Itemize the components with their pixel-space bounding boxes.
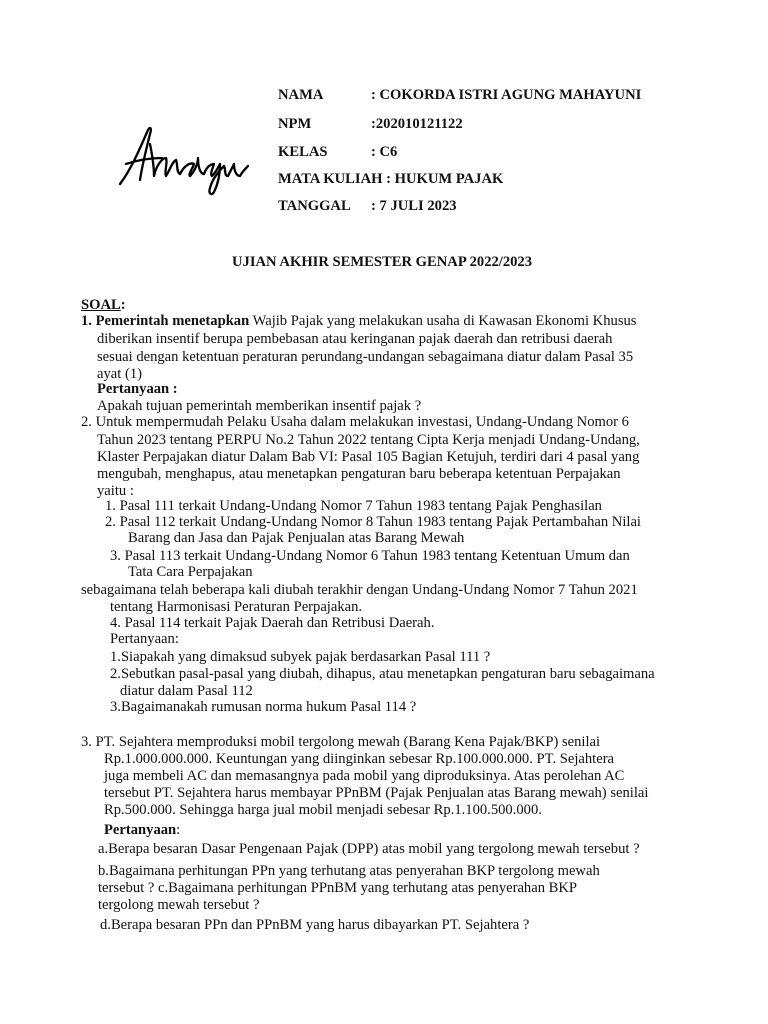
q1-line3: sesuai dengan ketentuan peraturan perundang-undangan sebagaimana diatur dalam Pasal 35 (97, 349, 634, 365)
signature-image (112, 118, 260, 198)
q3-line4: tersebut PT. Sejahtera harus membayar PPnBM (Pajak Penjualan atas Barang mewah) senilai (104, 785, 649, 801)
mata-kuliah-line: MATA KULIAH : HUKUM PAJAK (278, 171, 504, 187)
q2-line2: Tahun 2023 tentang PERPU No.2 Tahun 2022 tentang Cipta Kerja menjadi Undang-Undang, (97, 432, 640, 448)
q2-line4: mengubah, menghapus, atau menetapkan pengaturan baru beberapa ketentuan Perpajakan (97, 466, 621, 482)
q2-item1: 1. Pasal 111 terkait Undang-Undang Nomor 7 Tahun 1983 tentang Pajak Penghasilan (105, 498, 602, 514)
q2-line1: 2. Untuk mempermudah Pelaku Usaha dalam melakukan investasi, Undang-Undang Nomor 6 (81, 414, 629, 430)
q3-question-b-line1: b.Bagaimana perhitungan PPn yang terhutang atas penyerahan BKP tergolong mewah (98, 863, 600, 879)
q2-sub-question-2-line1: 2.Sebutkan pasal-pasal yang diubah, dihapus, atau menetapkan pengaturan baru sebagaimana (110, 666, 655, 682)
exam-title: UJIAN AKHIR SEMESTER GENAP 2022/2023 (232, 254, 533, 270)
q1-pertanyaan-label: Pertanyaan : (97, 381, 178, 397)
q3-question-b-line2: tersebut ? c.Bagaimana perhitungan PPnBM yang terhutang atas penyerahan BKP (98, 880, 578, 896)
q3-question-d: d.Berapa besaran PPn dan PPnBM yang harus dibayarkan PT. Sejahtera ? (100, 917, 530, 933)
soal-label: SOAL (81, 297, 121, 313)
q2-line5: yaitu : (97, 483, 134, 499)
q3-line3: juga membeli AC dan memasangnya pada mobil yang diproduksinya. Atas perolehan AC (104, 768, 625, 784)
q3-pertanyaan-heading (104, 821, 180, 839)
q2-sebagaimana-line1: sebagaimana telah beberapa kali diubah terakhir dengan Undang-Undang Nomor 7 Tahun 2021 (81, 582, 638, 598)
q1-line4: ayat (1) (97, 366, 142, 382)
q3-question-a: a.Berapa besaran Dasar Pengenaan Pajak (DPP) atas mobil yang tergolong mewah tersebut ? (98, 841, 640, 857)
q3-line5: Rp.500.000. Sehingga harga jual mobil menjadi sebesar Rp.1.100.500.000. (104, 802, 542, 818)
npm-value: :202010121122 (371, 116, 463, 132)
kelas-label: KELAS (278, 144, 328, 160)
q1-line2: diberikan insentif berupa pembebasan atau keringanan pajak daerah dan retribusi daerah (97, 331, 613, 347)
soal-colon: : (120, 297, 126, 313)
q3-line2: Rp.1.000.000.000. Keuntungan yang diinginkan sebesar Rp.100.000.000. PT. Sejahtera (104, 751, 615, 767)
q3-line1: 3. PT. Sejahtera memproduksi mobil tergolong mewah (Barang Kena Pajak/BKP) senilai (81, 734, 601, 750)
q3-question-b-line3: tergolong mewah tersebut ? (98, 897, 260, 913)
npm-label: NPM (278, 116, 312, 132)
q3-pertanyaan-label: Pertanyaan (104, 822, 177, 838)
tanggal-label: TANGGAL (278, 198, 351, 214)
nama-value: : COKORDA ISTRI AGUNG MAHAYUNI (371, 87, 642, 103)
q1-line1 (81, 312, 636, 330)
q1-line1-rest: Wajib Pajak yang melakukan usaha di Kawasan Ekonomi Khusus (249, 313, 637, 329)
q2-item3-line2: Tata Cara Perpajakan (128, 564, 253, 580)
q2-line3: Klaster Perpajakan diatur Dalam Bab VI: Pasal 105 Bagian Ketujuh, terdiri dari 4 pasal yang (97, 449, 640, 465)
q2-sebagaimana-line2: tentang Harmonisasi Peraturan Perpajakan. (110, 599, 363, 615)
q2-item3-line1: 3. Pasal 113 terkait Undang-Undang Nomor 6 Tahun 1983 tentang Ketentuan Umum dan (110, 548, 630, 564)
kelas-value: : C6 (371, 144, 398, 160)
q2-sub-question-3: 3.Bagaimanakah rumusan norma hukum Pasal 114 ? (110, 699, 417, 715)
q1-question: Apakah tujuan pemerintah memberikan insentif pajak ? (97, 398, 422, 414)
q1-number-bold: 1. Pemerintah menetapkan (81, 313, 250, 329)
q2-item2-line1: 2. Pasal 112 terkait Undang-Undang Nomor 8 Tahun 1983 tentang Pajak Pertambahan Nilai (105, 514, 641, 530)
q2-item2-line2: Barang dan Jasa dan Pajak Penjualan atas Barang Mewah (128, 530, 465, 546)
tanggal-value: : 7 JULI 2023 (371, 198, 457, 214)
q2-sub-question-2-line2: diatur dalam Pasal 112 (120, 683, 253, 699)
q3-pertanyaan-colon: : (176, 822, 181, 838)
q2-sub-question-1: 1.Siapakah yang dimaksud subyek pajak berdasarkan Pasal 111 ? (110, 649, 491, 665)
q2-pertanyaan-label: Pertanyaan: (110, 631, 179, 647)
q2-item4: 4. Pasal 114 terkait Pajak Daerah dan Retribusi Daerah. (110, 615, 435, 631)
nama-label: NAMA (278, 87, 324, 103)
